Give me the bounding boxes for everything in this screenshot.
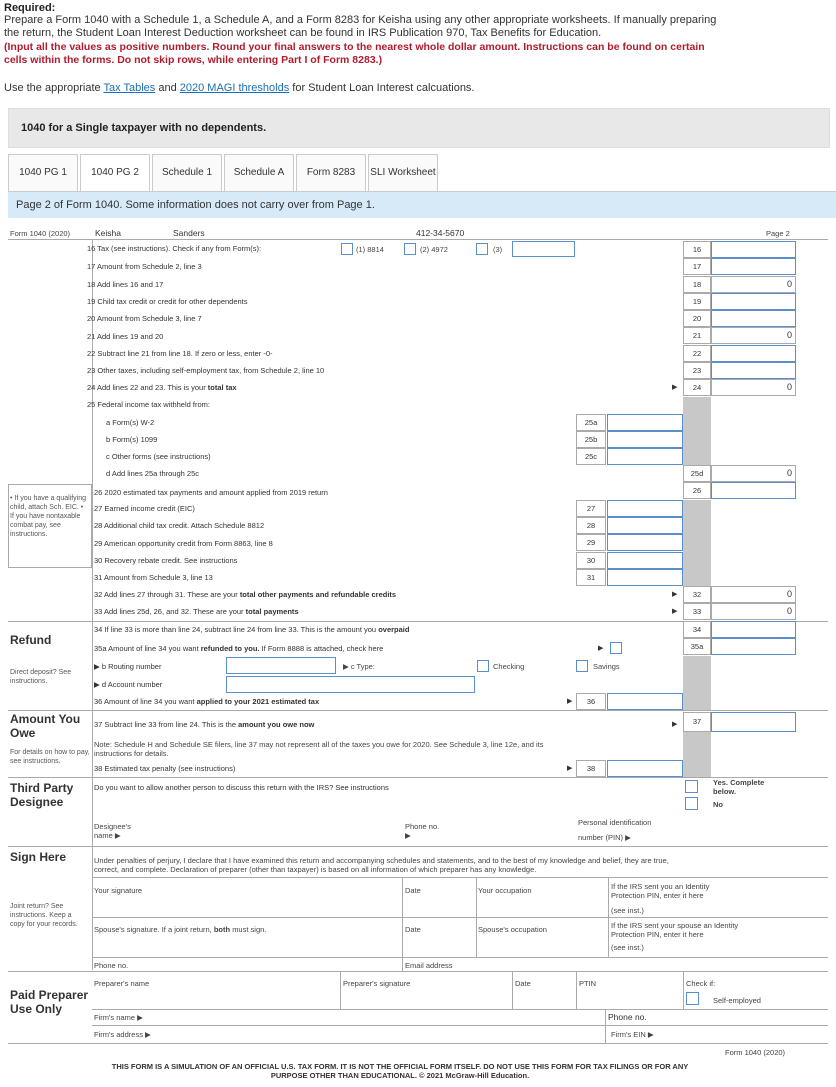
refund-heading: Refund (10, 633, 52, 647)
account-number-input[interactable] (226, 676, 475, 693)
line18-label: 18 Add lines 16 and 17 (87, 280, 164, 289)
line22-label: 22 Subtract line 21 from line 18. If zero or less, enter -0- (87, 349, 273, 358)
form-8888-checkbox[interactable] (610, 642, 622, 654)
header-rule (8, 239, 828, 240)
use-tables-line: Use the appropriate Tax Tables and 2020 MAGI thresholds for Student Loan Interest calcuations. (4, 82, 475, 94)
line31-label: 31 Amount from Schedule 3, line 13 (94, 573, 213, 582)
designee-yes-label: Yes. Complete below. (713, 778, 765, 796)
line18-num: 18 (683, 276, 711, 293)
phone-label: Phone no. (94, 961, 129, 970)
line38-num: 38 (576, 760, 606, 777)
line31-input[interactable] (607, 569, 683, 586)
line25d-num: 25d (683, 465, 711, 482)
line33-value: 0 (711, 603, 796, 620)
line25b-label: b Form(s) 1099 (106, 435, 158, 444)
checking-checkbox[interactable] (477, 660, 489, 672)
line16-opt1: (1) 8814 (356, 245, 384, 254)
line35a-input[interactable] (711, 638, 796, 655)
line33-label: 33 Add lines 25d, 26, and 32. These are your total payments (94, 607, 299, 616)
third-party-heading: Third Party Designee (10, 781, 74, 809)
line16-8814-checkbox[interactable] (341, 243, 353, 255)
magi-thresholds-link[interactable]: 2020 MAGI thresholds (179, 82, 290, 94)
red-instructions: (Input all the values as positive numbers. Round your final answers to the nearest whole dollar amount. Instructions can be found on certain cells within the forms. Do not skip rows, while entering Part I of Form 8283.) (4, 41, 705, 66)
arrow-icon: ▶ (567, 765, 573, 772)
self-employed-label: Self-employed (713, 996, 761, 1005)
designee-rule (8, 777, 828, 778)
line32-value: 0 (711, 586, 796, 603)
line24-num: 24 (683, 379, 711, 396)
line26-num: 26 (683, 482, 711, 499)
designee-yes-checkbox[interactable] (685, 780, 698, 793)
line27-label: 27 Earned income credit (EIC) (94, 504, 195, 513)
line25b-num: 25b (576, 431, 606, 448)
line29-input[interactable] (607, 534, 683, 551)
line34-input[interactable] (711, 621, 796, 638)
line23-num: 23 (683, 362, 711, 379)
your-signature-label: Your signature (94, 886, 143, 895)
line26-input[interactable] (711, 482, 796, 499)
filing-status-banner: 1040 for a Single taxpayer with no dependents. (8, 108, 830, 148)
line35a-label: 35a Amount of line 34 you want refunded to you. If Form 8888 is attached, check here (94, 644, 384, 653)
designee-no-label: No (713, 800, 723, 809)
gray-cell (683, 500, 711, 587)
tab-schedule-1[interactable]: Schedule 1 (152, 154, 222, 192)
sign-vline (402, 957, 403, 971)
line16-num: 16 (683, 241, 711, 258)
designee-no-checkbox[interactable] (685, 797, 698, 810)
firm-name-label: Firm's name ▶ (94, 1013, 143, 1022)
line16-form-number-input[interactable] (512, 241, 575, 257)
line31-num: 31 (576, 569, 606, 586)
line38-label: 38 Estimated tax penalty (see instructions) (94, 764, 236, 773)
line25d-value: 0 (711, 465, 796, 482)
routing-number-input[interactable] (226, 657, 336, 674)
line25a-input[interactable] (607, 414, 683, 431)
line28-num: 28 (576, 517, 606, 534)
account-label: ▶ d Account number (94, 680, 163, 689)
line33-num: 33 (683, 603, 711, 620)
gray-cell (683, 397, 711, 465)
line16-3-checkbox[interactable] (476, 243, 488, 255)
line25d-label: d Add lines 25a through 25c (106, 469, 199, 478)
email-label: Email address (405, 961, 453, 970)
line29-num: 29 (576, 534, 606, 551)
paid-preparer-heading: Paid Preparer Use Only (10, 988, 89, 1016)
owe-rule (8, 710, 828, 711)
firm-ein-label: Firm's EIN ▶ (611, 1030, 654, 1039)
bottom-rule (8, 1043, 828, 1044)
arrow-icon: ▶ (567, 698, 573, 705)
line34-label: 34 If line 33 is more than line 24, subtract line 24 from line 33. This is the amount you overpaid (94, 625, 410, 634)
line18-value: 0 (711, 276, 796, 293)
line37-input[interactable] (711, 712, 796, 732)
sign-row-rule (92, 877, 828, 878)
line25c-input[interactable] (607, 448, 683, 465)
form-id: Form 1040 (2020) (10, 229, 71, 238)
preparer-name-label: Preparer's name (94, 979, 150, 988)
firm-address-label: Firm's address ▶ (94, 1030, 151, 1039)
instructions-text: Prepare a Form 1040 with a Schedule 1, a Schedule A, and a Form 8283 for Keisha using any other appropriate worksheets. If manually preparing the return, the Student Loan Interest Deduction worksheet can be found in IRS Publication 970, Tax Benefits for Education. (4, 14, 717, 39)
line37-num: 37 (683, 712, 711, 732)
line23-label: 23 Other taxes, including self-employment tax, from Schedule 2, line 10 (87, 366, 325, 375)
prep-vline (340, 971, 341, 1009)
line22-num: 22 (683, 345, 711, 362)
preparer-date-label: Date (515, 979, 531, 988)
line16-input[interactable] (711, 241, 796, 258)
first-name: Keisha (95, 228, 121, 238)
line16-opt3: (3) (493, 245, 503, 254)
line32-label: 32 Add lines 27 through 31. These are your total other payments and refundable credits (94, 590, 397, 599)
owe-details-note: For details on how to pay, see instructions. (10, 749, 90, 765)
line16-label: 16 Tax (see instructions). Check if any from Form(s): (87, 244, 262, 253)
line25-label: 25 Federal income tax withheld from: (87, 400, 210, 409)
sign-here-heading: Sign Here (10, 850, 67, 864)
line17-label: 17 Amount from Schedule 2, line 3 (87, 262, 202, 271)
arrow-icon: ▶ (672, 591, 678, 598)
footer-form-id: Form 1040 (2020) (725, 1048, 786, 1057)
see-inst-label: (see inst.) (611, 906, 644, 915)
ssn: 412-34-5670 (416, 228, 465, 238)
note-text: Note: Schedule H and Schedule SE filers, line 37 may not represent all of the taxes you owe for 2020. See Schedule 3, line 12e, and its instructions for details. (94, 740, 544, 758)
line36-input[interactable] (607, 693, 683, 710)
line20-num: 20 (683, 310, 711, 327)
eic-side-note: • If you have a qualifying child, attach Sch. EIC. • If you have nontaxable combat pay, see instructions. (10, 495, 86, 538)
gray-cell (683, 656, 711, 710)
check-if-label: Check if: (686, 979, 716, 988)
prep-vline (683, 971, 684, 1009)
spouse-ip-pin-label: If the IRS sent your spouse an Identity Protection PIN, enter it here (611, 921, 739, 939)
gray-cell (683, 730, 711, 778)
line30-input[interactable] (607, 552, 683, 569)
required-title: Required: (4, 2, 56, 14)
prep-row-rule (92, 1009, 828, 1010)
line21-label: 21 Add lines 19 and 20 (87, 332, 164, 341)
line20-label: 20 Amount from Schedule 3, line 7 (87, 314, 202, 323)
page-label: Page 2 (766, 229, 790, 238)
arrow-icon: ▶ (672, 721, 678, 728)
arrow-icon: ▶ (672, 608, 678, 615)
tab-1040-pg2[interactable]: 1040 PG 2 (80, 154, 150, 193)
spouse-occupation-label: Spouse's occupation (478, 925, 547, 934)
line27-input[interactable] (607, 500, 683, 517)
line25c-num: 25c (576, 448, 606, 465)
line21-value: 0 (711, 327, 796, 344)
line24-label: 24 Add lines 22 and 23. This is your total tax (87, 383, 237, 392)
line25a-label: a Form(s) W-2 (106, 418, 155, 427)
prep-vline (512, 971, 513, 1009)
sign-row-rule (92, 957, 828, 958)
line23-input[interactable] (711, 362, 796, 379)
prep-row-rule (92, 1025, 828, 1026)
direct-deposit-note: Direct deposit? See instructions. (10, 669, 72, 685)
self-employed-checkbox[interactable] (686, 992, 699, 1005)
amount-owe-heading: Amount You Owe (10, 712, 81, 740)
preparer-sig-label: Preparer's signature (343, 979, 411, 988)
ip-pin-label: If the IRS sent you an Identity Protection PIN, enter it here (611, 882, 710, 900)
line26-label: 26 2020 estimated tax payments and amount applied from 2019 return (94, 488, 328, 497)
joint-return-note: Joint return? See instructions. Keep a copy for your records. (10, 903, 78, 928)
prep-vline (576, 971, 577, 1009)
perjury-statement: Under penalties of perjury, I declare that I have examined this return and accompanying schedules and statements, and to the best of my knowledge and belief, they are true, correct, and complete. Declaration of preparer (other than taxpayer) is based on all information of which preparer has any knowledge. (94, 856, 669, 874)
line30-label: 30 Recovery rebate credit. See instructions (94, 556, 238, 565)
firm-phone-label: Phone no. (608, 1012, 647, 1022)
line38-input[interactable] (607, 760, 683, 777)
line25c-label: c Other forms (see instructions) (106, 452, 211, 461)
disclaimer: THIS FORM IS A SIMULATION OF AN OFFICIAL U.S. TAX FORM. IT IS NOT THE OFFICIAL FORM ITSELF. DO NOT USE THIS FORM FOR TAX FILINGS OR FOR ANY PURPOSE OTHER THAN EDUCATIONAL. © 2021 McGraw-Hill Education. (111, 1062, 689, 1080)
line37-label: 37 Subtract line 33 from line 24. This is the amount you owe now (94, 720, 315, 729)
tab-1040-pg1[interactable]: 1040 PG 1 (8, 154, 78, 192)
line28-input[interactable] (607, 517, 683, 534)
type-label: ▶ c Type: (343, 662, 375, 671)
tab-form-8283[interactable]: Form 8283 (296, 154, 366, 192)
spouse-see-inst-label: (see inst.) (611, 943, 644, 952)
savings-label: Savings (593, 662, 620, 671)
savings-checkbox[interactable] (576, 660, 588, 672)
designee-pin-label: Personal identification number (PIN) ▶ (578, 818, 652, 842)
ptin-label: PTIN (579, 979, 597, 988)
line36-label: 36 Amount of line 34 you want applied to your 2021 estimated tax (94, 697, 320, 706)
line24-value: 0 (711, 379, 796, 396)
checking-label: Checking (493, 662, 525, 671)
last-name: Sanders (173, 228, 205, 238)
sign-row-rule (92, 917, 828, 918)
line19-num: 19 (683, 293, 711, 310)
occupation-label: Your occupation (478, 886, 532, 895)
arrow-icon: ▶ (598, 645, 604, 652)
line16-opt2: (2) 4972 (420, 245, 448, 254)
line20-input[interactable] (711, 310, 796, 327)
tax-tables-link[interactable]: Tax Tables (103, 82, 156, 94)
prep-vline (605, 1009, 606, 1043)
arrow-icon: ▶ (672, 384, 678, 391)
line19-input[interactable] (711, 293, 796, 310)
line21-num: 21 (683, 327, 711, 344)
line29-label: 29 American opportunity credit from Form 8863, line 8 (94, 539, 273, 548)
line28-label: 28 Additional child tax credit. Attach Schedule 8812 (94, 521, 265, 530)
sign-rule (8, 846, 828, 847)
line17-input[interactable] (711, 258, 796, 275)
line25b-input[interactable] (607, 431, 683, 448)
line35a-num: 35a (683, 638, 711, 655)
tab-sli-worksheet[interactable]: SLI Worksheet (368, 154, 438, 192)
line34-num: 34 (683, 621, 711, 638)
line27-num: 27 (576, 500, 606, 517)
page-note: Page 2 of Form 1040. Some information does not carry over from Page 1. (8, 192, 836, 218)
line30-num: 30 (576, 552, 606, 569)
designee-name-label: Designee's name ▶ (94, 822, 131, 840)
designee-question: Do you want to allow another person to discuss this return with the IRS? See instructions (94, 783, 389, 792)
spouse-signature-label: Spouse's signature. If a joint return, both must sign. (94, 925, 267, 934)
tab-schedule-a[interactable]: Schedule A (224, 154, 294, 192)
spouse-date-label: Date (405, 925, 421, 934)
line19-label: 19 Child tax credit or credit for other dependents (87, 297, 248, 306)
preparer-rule (8, 971, 828, 972)
line22-input[interactable] (711, 345, 796, 362)
date-label: Date (405, 886, 421, 895)
line25a-num: 25a (576, 414, 606, 431)
line36-num: 36 (576, 693, 606, 710)
line17-num: 17 (683, 258, 711, 275)
line32-num: 32 (683, 586, 711, 603)
routing-label: ▶ b Routing number (94, 662, 162, 671)
designee-phone-label: Phone no. ▶ (405, 822, 440, 840)
line16-4972-checkbox[interactable] (404, 243, 416, 255)
